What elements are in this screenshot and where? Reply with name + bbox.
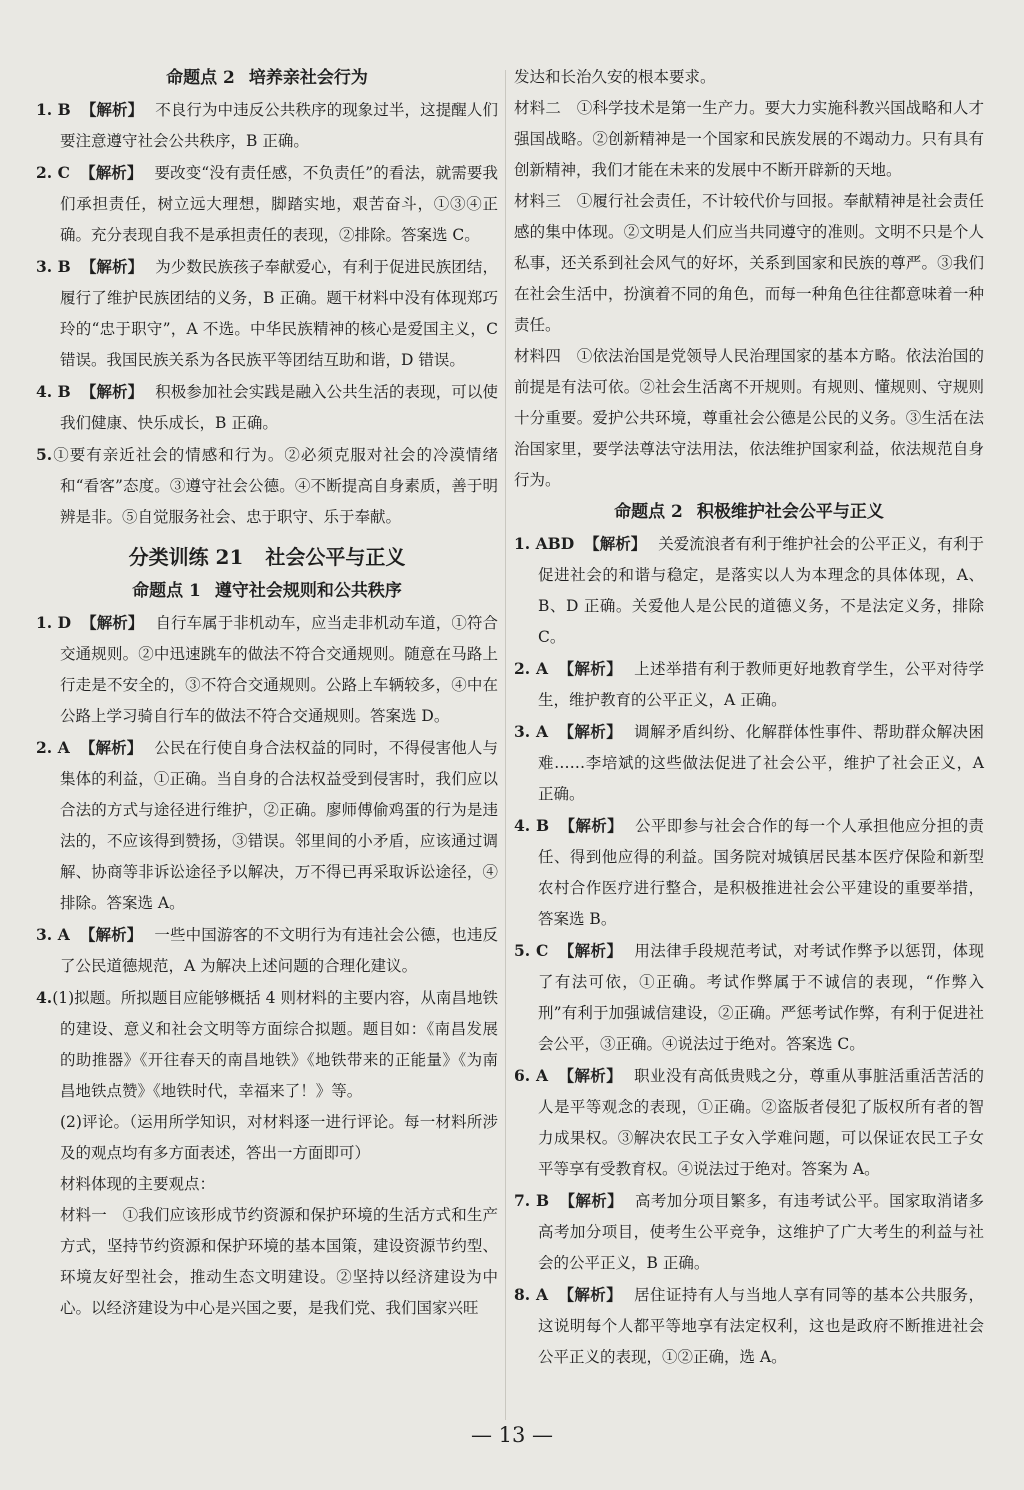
answer-item — [514, 935, 984, 1060]
analysis-tag: 【解析】 — [79, 738, 143, 757]
subsection-title: 培养亲社会行为 — [248, 68, 368, 88]
answer-number: 1. ABD — [514, 534, 575, 553]
answer-item — [36, 376, 498, 439]
answer-text: 居住证持有人与当地人享有同等的基本公共服务，这说明每个人都平等地享有法定权利，这也是政府不断推进社会公平正义的表现，①②正确，选 A。 — [538, 1286, 984, 1366]
section-label: 分类训练 21 — [128, 545, 244, 569]
answer-item — [514, 810, 984, 935]
analysis-tag: 【解析】 — [80, 382, 144, 401]
material-four-paragraph: 材料四 ①依法治国是党领导人民治理国家的基本方略。依法治国的前提是有法可依。②社会生活离不开规则。有规则、懂规则、守规则十分重要。爱护公共环境，尊重社会公德是公民的义务。③生活在法治国家里，要学法尊法守法用法，依法维护国家利益，依法规范自身行为。 — [514, 347, 984, 489]
material-three-paragraph: 材料三 ①履行社会责任，不计较代价与回报。奉献精神是社会责任感的集中体现。②文明是人们应当共同遵守的准则。文明不只是个人私事，还关系到社会风气的好坏，关系到国家和民族的尊严。③我们在社会生活中，扮演着不同的角色，而每一种角色往往都意味着一种责任。 — [514, 192, 984, 334]
answer-text: 高考加分项目繁多，有违考试公平。国家取消诸多高考加分项目，使考生公平竞争，这维护了广大考生的利益与社会的公平正义，B 正确。 — [538, 1192, 984, 1272]
answer-text: 关爱流浪者有利于维护社会的公平正义，有利于促进社会的和谐与稳定，是落实以人为本理念的具体体现，A、B、D 正确。关爱他人是公民的道德义务，不是法定义务，排除 C。 — [538, 535, 984, 646]
column-divider — [505, 70, 506, 1420]
subsection-heading-social-rules — [36, 575, 498, 607]
answer-text: 公民在行使自身合法权益的同时，不得侵害他人与集体的利益，①正确。当自身的合法权益受到侵害时，我们应以合法的方式与途径进行维护，②正确。廖师傅偷鸡蛋的行为是违法的，不应该得到赞扬，③错误。邻里间的小矛盾，应该通过调解、协商等非诉讼途径予以解决，万不得已再采取诉讼途径，④排除。答案选 A。 — [60, 739, 498, 912]
answer-item — [514, 1279, 984, 1373]
answer-item — [36, 157, 498, 251]
right-column — [514, 62, 984, 1373]
answer-text: ①要有亲近社会的情感和行为。②必须克服对社会的冷漠情绪和“看客”态度。③遵守社会公德。④不断提高自身素质，善于明辨是非。⑤自觉服务社会、忠于职守、乐于奉献。 — [52, 446, 498, 526]
subsection-label: 命题点 2 — [614, 502, 683, 522]
answer-number: 3. A — [36, 925, 70, 944]
answer-item — [36, 94, 498, 157]
answer-text: 不良行为中违反公共秩序的现象过半，这提醒人们要注意遵守社会公共秩序，B 正确。 — [60, 101, 498, 150]
answer-item — [36, 732, 498, 919]
answer-item — [36, 439, 498, 533]
analysis-tag: 【解析】 — [558, 659, 623, 678]
answer-number: 7. B — [514, 1191, 550, 1210]
answer-number: 1. D — [36, 613, 72, 632]
analysis-tag: 【解析】 — [558, 1066, 623, 1085]
analysis-tag: 【解析】 — [80, 100, 144, 119]
answer-text: (1)拟题。所拟题目应能够概括 4 则材料的主要内容，从南昌地铁的建设、意义和社会文明等方面综合拟题。题目如：《南昌发展的助推器》《开往春天的南昌地铁》《地铁带来的正能量》《为南昌地铁点赞》《地铁时代，幸福来了！》等。 — [52, 989, 498, 1100]
answer-text: 要改变“没有责任感，不负责任”的看法，就需要我们承担责任，树立远大理想，脚踏实地，艰苦奋斗，①③④正确。充分表现自我不是承担责任的表现，②排除。答案选 C。 — [60, 164, 498, 244]
answer-number: 5. C — [514, 941, 549, 960]
analysis-tag: 【解析】 — [80, 163, 143, 182]
answer-number: 3. B — [36, 257, 71, 276]
section-title: 社会公平与正义 — [265, 545, 406, 569]
analysis-tag: 【解析】 — [558, 1285, 623, 1304]
analysis-tag: 【解析】 — [559, 1191, 623, 1210]
analysis-tag: 【解析】 — [558, 722, 623, 741]
analysis-tag: 【解析】 — [584, 534, 647, 553]
answer-text: 一些中国游客的不文明行为有违社会公德，也违反了公民道德规范，A 为解决上述问题的合理化建议。 — [60, 926, 498, 975]
answer-item — [36, 607, 498, 732]
material-two-paragraph: 材料二 ①科学技术是第一生产力。要大力实施科教兴国战略和人才强国战略。②创新精神是一个国家和民族发展的不竭动力。只有具有创新精神，我们才能在未来的发展中不断开辟新的天地。 — [514, 99, 984, 179]
analysis-tag: 【解析】 — [558, 941, 623, 960]
analysis-tag: 【解析】 — [80, 257, 144, 276]
answer-item — [514, 1060, 984, 1185]
answer-number: 8. A — [514, 1285, 549, 1304]
subsection-label: 命题点 2 — [166, 68, 235, 88]
answer-number: 2. A — [514, 659, 549, 678]
answer-item — [514, 528, 984, 653]
answer-item — [514, 716, 984, 810]
subsection-heading-cultivate-prosocial — [36, 62, 498, 94]
answer-text: 职业没有高低贵贱之分，尊重从事脏活重活苦活的人是平等观念的表现，①正确。②盗版者侵犯了版权所有者的智力成果权。③解决农民工子女入学难问题，可以保证农民工子女平等享有受教育权。④说法过于绝对。答案为 A。 — [538, 1067, 984, 1178]
answer-number: 2. C — [36, 163, 71, 182]
answer-number: 4. B — [514, 816, 550, 835]
answer-item — [514, 1185, 984, 1279]
answer-number: 4. B — [36, 382, 71, 401]
material-one-continuation: 发达和长治久安的根本要求。 — [514, 68, 716, 86]
answer-number: 2. A — [36, 738, 70, 757]
answer-text: 为少数民族孩子奉献爱心，有利于促进民族团结，履行了维护民族团结的义务，B 正确。题干材料中没有体现郑巧玲的“忠于职守”，A 不选。中华民族精神的核心是爱国主义，C 错误。我国民族关系为各民族平等团结互助和谐，D 错误。 — [60, 258, 498, 369]
subsection-label: 命题点 1 — [132, 581, 201, 601]
answer-text: 用法律手段规范考试，对考试作弊予以惩罚，体现了有法可依，①正确。考试作弊属于不诚信的表现，“作弊入刑”有利于加强诚信建设，②正确。严惩考试作弊，有利于促进社会公平，③正确。④说法过于绝对。答案选 C。 — [538, 942, 984, 1053]
answer-text: 自行车属于非机动车，应当走非机动车道，①符合交通规则。②中迅速跳车的做法不符合交通规则。随意在马路上行走是不安全的，③不符合交通规则。公路上车辆较多，④中在公路上学习骑自行车的做法不符合交通规则。答案选 D。 — [60, 614, 498, 725]
answer-number: 1. B — [36, 100, 71, 119]
answer-number: 5. — [36, 445, 53, 464]
analysis-tag: 【解析】 — [81, 613, 144, 632]
material-one-paragraph: 材料一 ①我们应该形成节约资源和保护环境的生活方式和生产方式，坚持节约资源和保护环境的基本国策，建设资源节约型、环境友好型社会，推动生态文明建设。②坚持以经济建设为中心。以经济建设为中心是兴国之要，是我们党、我们国家兴旺 — [60, 1206, 498, 1317]
answer-number: 3. A — [514, 722, 549, 741]
answer-text: 上述举措有利于教师更好地教育学生，公平对待学生，维护教育的公平正义，A 正确。 — [538, 660, 984, 709]
commentary-paragraph: (2)评论。（运用所学知识，对材料逐一进行评论。每一材料所涉及的观点均有多方面表述，答出一方面即可） — [60, 1113, 498, 1162]
main-views-label: 材料体现的主要观点： — [60, 1175, 216, 1193]
subsection-title: 积极维护社会公平与正义 — [696, 502, 884, 522]
subsection-title: 遵守社会规则和公共秩序 — [214, 581, 402, 601]
answer-item — [36, 919, 498, 982]
analysis-tag: 【解析】 — [559, 816, 623, 835]
section-heading-social-fairness — [36, 539, 498, 575]
analysis-tag: 【解析】 — [79, 925, 143, 944]
answer-item — [36, 982, 498, 1107]
answer-group-c — [514, 528, 984, 1373]
answer-text: 调解矛盾纠纷、化解群体性事件、帮助群众解决困难……李培斌的这些做法促进了社会公平，维护了社会正义，A 正确。 — [538, 723, 984, 803]
answer-number: 6. A — [514, 1066, 549, 1085]
subsection-heading-maintain-fairness — [514, 496, 984, 528]
answer-item — [36, 251, 498, 376]
page-number: — 13 — — [470, 1423, 554, 1447]
left-column — [36, 62, 498, 1324]
answer-text: 积极参加社会实践是融入公共生活的表现，可以使我们健康、快乐成长，B 正确。 — [60, 383, 498, 432]
answer-number: 4. — [36, 988, 53, 1007]
answer-group-b — [36, 607, 498, 1107]
answer-group-a — [36, 94, 498, 533]
answer-text: 公平即参与社会合作的每一个人承担他应分担的责任、得到他应得的利益。国务院对城镇居民基本医疗保险和新型农村合作医疗进行整合，是积极推进社会公平建设的重要举措，答案选 B。 — [538, 817, 984, 928]
answer-item — [514, 653, 984, 716]
